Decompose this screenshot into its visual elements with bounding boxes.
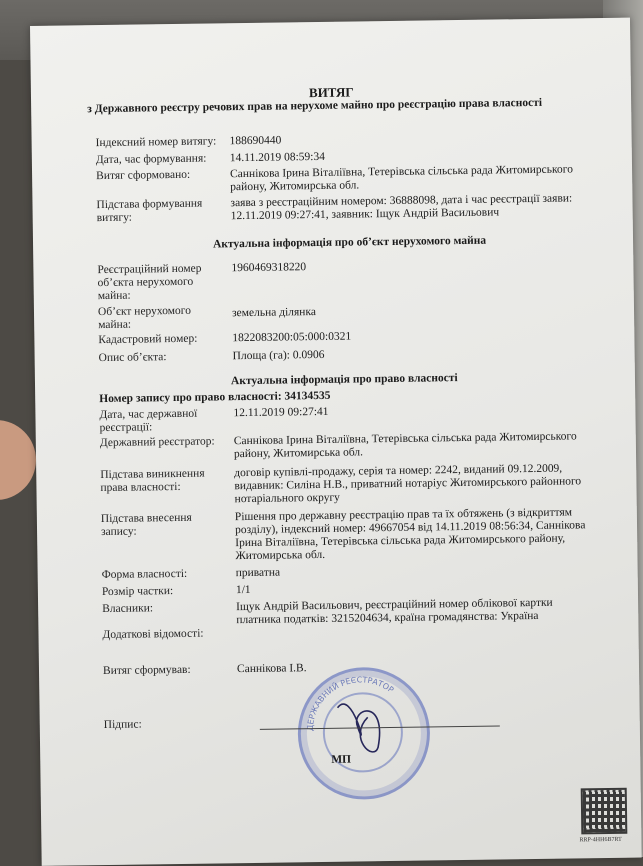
signature-label: Підпис: [103, 718, 142, 732]
object-reg-number-label: Реєстраційний номер об’єкта нерухомого майна: [97, 262, 202, 303]
object-type-value: земельна ділянка [231, 306, 317, 320]
object-reg-number-value: 1960469318220 [231, 261, 307, 275]
index-number-label: Індексний номер витягу: [95, 135, 217, 150]
share-size-label: Розмір частки: [101, 585, 174, 599]
registrar-value: Саннікова Ірина Віталіївна, Тетерівська сільська рада Житомирського району, Житомирська обл. [233, 430, 577, 461]
registration-datetime-label: Дата, час державної реєстрації: [99, 407, 198, 435]
official-stamp [297, 666, 431, 800]
qr-code-text: RRP-4HH6B7RT [579, 836, 622, 844]
entry-basis-value: Рішення про державну реєстрацію прав та їх обтяжень (з відкриттям розділу), індексний номер: 49667054 від 14.11.2019 08:56:34, Саннікова Ірина Віталіївна, Тетерівська сільська рада Житомирського району, Житомирська обл. [234, 506, 586, 563]
object-description-label: Опис об’єкта: [98, 351, 167, 365]
owners-label: Власники: [102, 602, 154, 616]
additional-info-label: Додаткові відомості: [102, 627, 204, 642]
document-page [30, 18, 642, 866]
finger [0, 420, 36, 500]
qr-code [581, 788, 628, 835]
basis-label: Підстава формування витягу: [96, 197, 203, 225]
svg-text:ДЕРЖАВНИЙ РЕЄСТРАТОР [305, 675, 396, 732]
object-type-label: Об’єкт нерухомого майна: [97, 304, 191, 332]
cadastral-number-value: 1822083200:05:000:0321 [232, 330, 352, 345]
ownership-basis-label: Підстава виникнення права власності: [100, 467, 205, 495]
ownership-form-value: приватна [235, 566, 281, 580]
share-size-value: 1/1 [235, 583, 251, 597]
record-number: Номер запису про право власності: 34134535 [99, 389, 331, 406]
formed-by-footer-value: Саннікова І.В. [236, 662, 307, 676]
ownership-basis-value: договір купівлі-продажу, серія та номер: 2242, виданий 09.12.2009, видавник: Силіна Н.В., приватний нотаріус Житомирського районного нотаріального округу [234, 462, 582, 506]
registrar-label: Державний реєстратор: [99, 435, 215, 450]
ownership-form-label: Форма власності: [101, 567, 188, 582]
formed-datetime-value: 14.11.2019 08:59:34 [229, 150, 326, 165]
stamp-text: ДЕРЖАВНИЙ РЕЄСТРАТОР [306, 675, 396, 726]
formed-by-label: Витяг сформовано: [96, 168, 191, 183]
cadastral-number-label: Кадастровий номер: [98, 332, 198, 347]
object-description-value: Площа (га): 0.0906 [232, 348, 325, 363]
basis-value: заява з реєстраційним номером: 36888098, дата і час реєстрації заяви: 12.11.2019 09:27:41, заявник: Іщук Андрій Васильович [230, 192, 573, 223]
registration-datetime-value: 12.11.2019 09:27:41 [233, 405, 329, 420]
formed-by-footer-label: Витяг сформував: [102, 663, 191, 678]
formed-datetime-label: Дата, час формування: [95, 152, 207, 167]
entry-basis-label: Підстава внесення запису: [100, 511, 192, 539]
section-object-title: Актуальна інформація про об’єкт нерухомого майна [212, 234, 487, 251]
mp-label: МП [331, 753, 352, 766]
document-title: ВИТЯГ [308, 84, 354, 101]
index-number-value: 188690440 [229, 134, 282, 148]
owners-value: Іщук Андрій Васильович, реєстраційний номер облікової картки платника податків: 3215204634, країна громадянства: Україна [236, 596, 553, 627]
section-ownership-title: Актуальна інформація про право власності [230, 372, 458, 388]
formed-by-value: Саннікова Ірина Віталіївна, Тетерівська сільська рада Житомирського району, Житомирська обл. [230, 163, 574, 194]
document-subtitle: з Державного реєстру речових прав на нерухоме майно про реєстрацію права власності [87, 96, 543, 116]
